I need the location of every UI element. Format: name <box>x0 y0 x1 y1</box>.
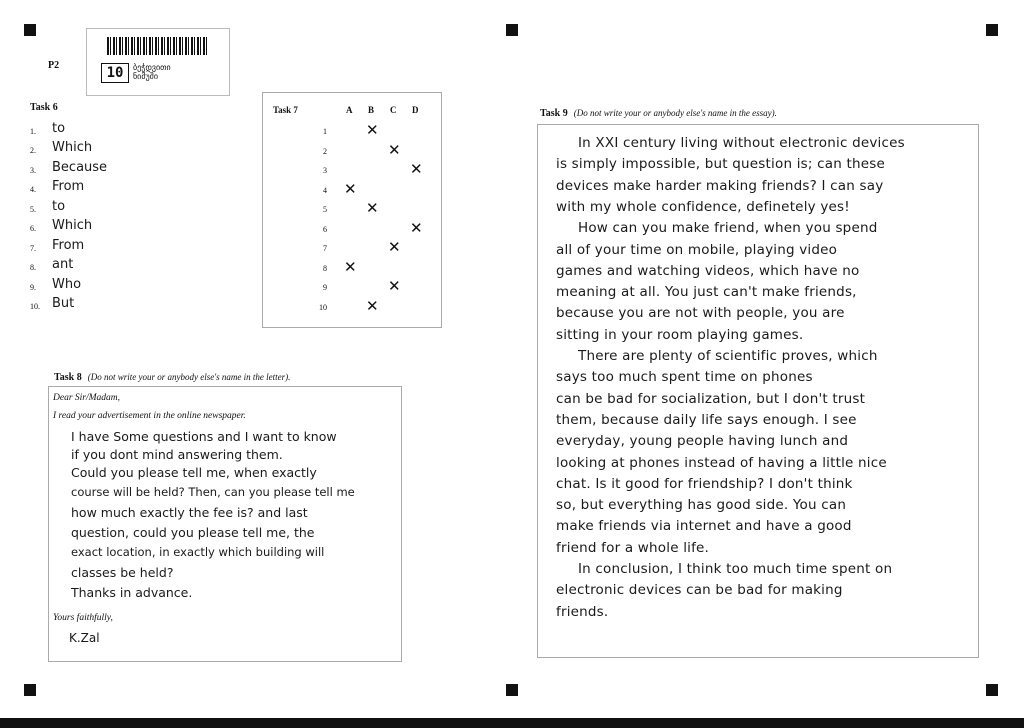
essay-line: chat. Is it good for friendship? I don't think <box>556 475 853 492</box>
essay-line: because you are not with people, you are <box>556 305 845 322</box>
answer-row: 9. Who <box>30 276 82 292</box>
letter-line: if you dont mind answering them. <box>71 447 283 462</box>
essay-line: devices make harder making friends? I can say <box>556 177 884 194</box>
task7-answer-mark: ✕ <box>388 140 401 159</box>
letter-closing: Yours faithfully, <box>53 613 113 623</box>
essay-line: friend for a whole life. <box>556 539 710 556</box>
letter-line: course will be held? Then, can you please tell me <box>71 485 355 499</box>
essay-line: sitting in your room playing games. <box>556 326 804 343</box>
task7-row-number: 3 <box>323 166 327 175</box>
answer-row: 4. From <box>30 179 85 194</box>
task7-row-number: 2 <box>323 146 327 156</box>
essay-line: can be bad for socialization, but I don't trust <box>556 390 866 407</box>
essay-line: friends. <box>556 603 609 620</box>
answer-row: 3. Because <box>30 159 108 175</box>
task9-title: Task 9 (Do not write your or anybody else's name in the essay). <box>540 108 777 119</box>
task7-column-c: C <box>390 105 397 115</box>
answer-row: 2. Which <box>30 140 93 155</box>
letter-line: Could you please tell me, when exactly <box>71 465 317 480</box>
answer-row: 8. ant <box>30 257 74 272</box>
barcode-icon <box>107 37 207 55</box>
letter-line: how much exactly the fee is? and last <box>71 505 308 520</box>
essay-line: In XXI century living without electronic devices <box>578 135 905 151</box>
answer-row: 6. Which <box>30 218 93 233</box>
task7-grid <box>262 92 442 328</box>
letter-line: question, could you please tell me, the <box>71 525 315 540</box>
letter-greeting: Dear Sir/Madam, <box>53 393 121 403</box>
essay-line: There are plenty of scientific proves, which <box>578 348 878 364</box>
task6-title: Task 6 <box>30 102 58 113</box>
registration-mark <box>986 684 998 696</box>
answer-row: 10. But <box>30 296 75 311</box>
task7-answer-mark: ✕ <box>388 238 401 256</box>
essay-line: In conclusion, I think too much time spent on <box>578 561 893 577</box>
letter-line: classes be held? <box>71 565 174 580</box>
letter-line: exact location, in exactly which building will <box>71 545 325 559</box>
task7-row-number: 8 <box>323 263 327 273</box>
task7-answer-mark: ✕ <box>410 218 423 237</box>
task6-answers <box>30 116 107 311</box>
letter-box <box>48 386 402 662</box>
task7-answer-mark: ✕ <box>366 121 379 139</box>
task7-answer-mark: ✕ <box>410 160 423 178</box>
task7-row-number: 6 <box>323 224 327 234</box>
page-label: P2 <box>48 60 60 71</box>
variant-number: 10 <box>101 63 129 83</box>
essay-line: everyday, young people having lunch and <box>556 433 849 450</box>
registration-mark <box>986 24 998 36</box>
barcode-box <box>86 28 230 96</box>
task7-answer-mark: ✕ <box>344 257 357 276</box>
registration-mark <box>506 684 518 696</box>
page-edge <box>0 718 1024 728</box>
letter-line: Thanks in advance. <box>71 585 193 600</box>
task7-row-number: 1 <box>323 127 327 136</box>
answer-row: 1. to <box>30 120 66 136</box>
task7-title: Task 7 <box>273 105 298 115</box>
letter-intro: I read your advertisement in the online newspaper. <box>53 411 246 421</box>
task7-column-b: B <box>368 105 375 115</box>
essay-line: How can you make friend, when you spend <box>578 220 878 237</box>
essay-line: make friends via internet and have a good <box>556 518 852 535</box>
registration-mark <box>506 24 518 36</box>
essay-line: is simply impossible, but question is; can these <box>556 156 885 173</box>
answer-row: 5. to <box>30 198 66 214</box>
task7-answer-mark: ✕ <box>366 296 379 315</box>
task7-row-number: 5 <box>323 205 327 214</box>
answer-row: 7. From <box>30 237 85 253</box>
task7-row-number: 9 <box>323 283 327 292</box>
registration-mark <box>24 684 36 696</box>
task8-title: Task 8 (Do not write your or anybody else's name in the letter). <box>54 372 291 383</box>
registration-mark <box>24 24 36 36</box>
letter-line: I have Some questions and I want to know <box>71 429 337 444</box>
essay-line: so, but everything has good side. You can <box>556 497 847 514</box>
task7-answer-mark: ✕ <box>388 277 401 295</box>
task7-answer-mark: ✕ <box>366 199 379 217</box>
essay-line: electronic devices can be bad for making <box>556 582 843 599</box>
task7-row-number: 7 <box>323 244 327 253</box>
essay-line: with my whole confidence, definetely yes! <box>556 198 850 215</box>
task7-row-number: 4 <box>323 185 327 195</box>
task7-column-d: D <box>412 105 419 115</box>
essay-box <box>537 124 979 658</box>
variant-caption: ბეჭდვითი ნიმუში <box>133 63 171 81</box>
essay-line: games and watching videos, which have no <box>556 262 860 279</box>
essay-line: looking at phones instead of having a little nice <box>556 454 887 471</box>
essay-line: says too much spent time on phones <box>556 369 813 386</box>
task7-answer-mark: ✕ <box>344 179 357 198</box>
essay-line: all of your time on mobile, playing video <box>556 241 838 258</box>
signature: K.Zal <box>69 631 100 645</box>
task7-row-number: 10 <box>319 302 327 312</box>
task7-column-a: A <box>346 105 353 115</box>
essay-line: meaning at all. You just can't make friends, <box>556 284 857 301</box>
essay-line: them, because daily life says enough. I see <box>556 411 857 428</box>
